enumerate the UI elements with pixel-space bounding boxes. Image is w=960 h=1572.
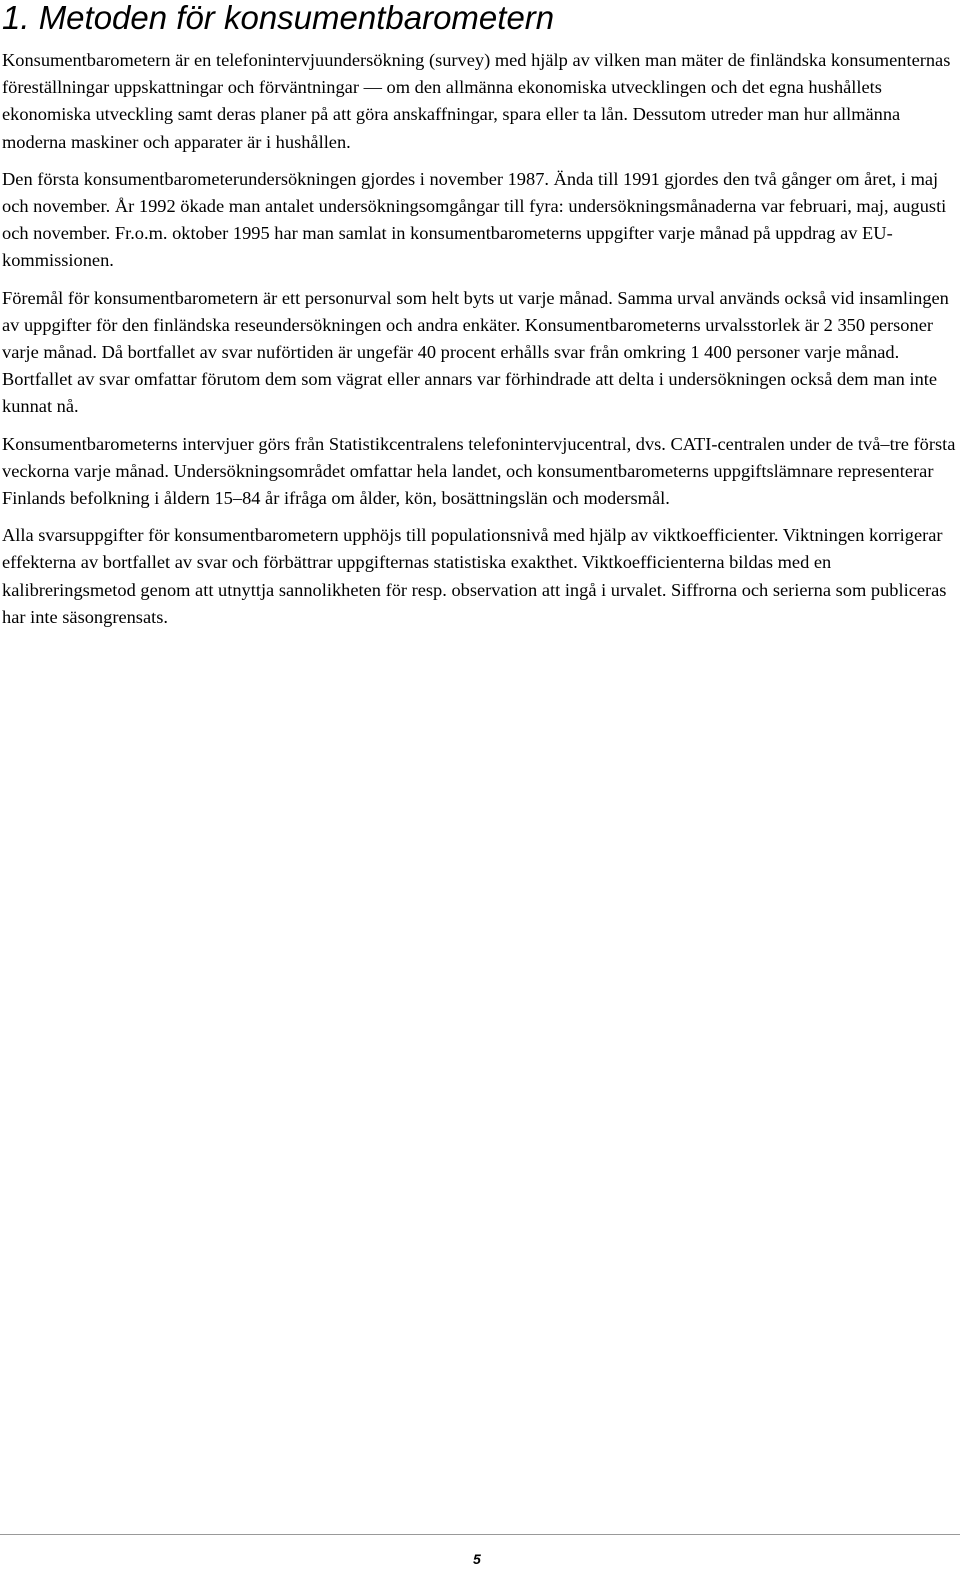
footer-divider (0, 1534, 960, 1535)
page-number: 5 (473, 1551, 481, 1567)
page-title: 1. Metoden för konsumentbarometern (2, 0, 555, 36)
paragraph-history: Den första konsumentbarometerundersökningen gjordes i november 1987. Ända till 1991 gjordes den två gånger om året, i maj och november. År 1992 ökade man antalet undersökningsomgångar till fyra: undersökningsmånaderna var februari, maj, augusti och november. Fr.o.m. oktober 1995 har man samlat in konsumentbarometerns uppgifter varje månad på uppdrag av EU-kommissionen. (2, 168, 947, 271)
paragraph-sample: Föremål för konsumentbarometern är ett personurval som helt byts ut varje månad. Samma urval används också vid insamlingen av uppgifter för den finländska reseundersökningen och andra enkäter. Konsumentbarometerns urvalsstorlek är 2 350 personer varje månad. Då bortfallet av svar nuförtiden är ungefär 40 procent erhålls svar från omkring 1 400 personer varje månad. Bortfallet av svar omfattar förutom dem som vägrat eller annars var förhindrade att delta i undersökningen också dem man inte kunnat nå. (2, 287, 949, 417)
paragraph-method-intro: Konsumentbarometern är en telefonintervjuundersökning (survey) med hjälp av vilken man mäter de finländska konsumenternas föreställningar uppskattningar och förväntningar — om den allmänna ekonomiska utvecklingen och det egna hushållets ekonomiska utveckling samt deras planer på att göra anskaffningar, spara eller ta lån. Dessutom utreder man hur allmänna moderna maskiner och apparater är i hushållen. (2, 50, 951, 152)
paragraph-interviews: Konsumentbarometerns intervjuer görs från Statistikcentralens telefonintervjucentral, dvs. CATI-centralen under de två–tre första veckorna varje månad. Undersökningsområdet omfattar hela landet, och konsumentbarometerns uppgiftslämnare representerar Finlands befolkning i åldern 15–84 år ifråga om ålder, kön, bosättningslän och modersmål. (2, 433, 956, 509)
paragraph-weighting: Alla svarsuppgifter för konsumentbarometern upphöjs till populationsnivå med hjälp av viktkoefficienter. Viktningen korrigerar effekterna av bortfallet av svar och förbättrar uppgifternas statistiska exakthet. Viktkoefficienterna bildas med en kalibreringsmetod genom att utnyttja sannolikheten för resp. observation att ingå i urvalet. Siffrorna och serierna som publiceras har inte säsongrensats. (2, 525, 947, 627)
document-body (2, 47, 960, 641)
